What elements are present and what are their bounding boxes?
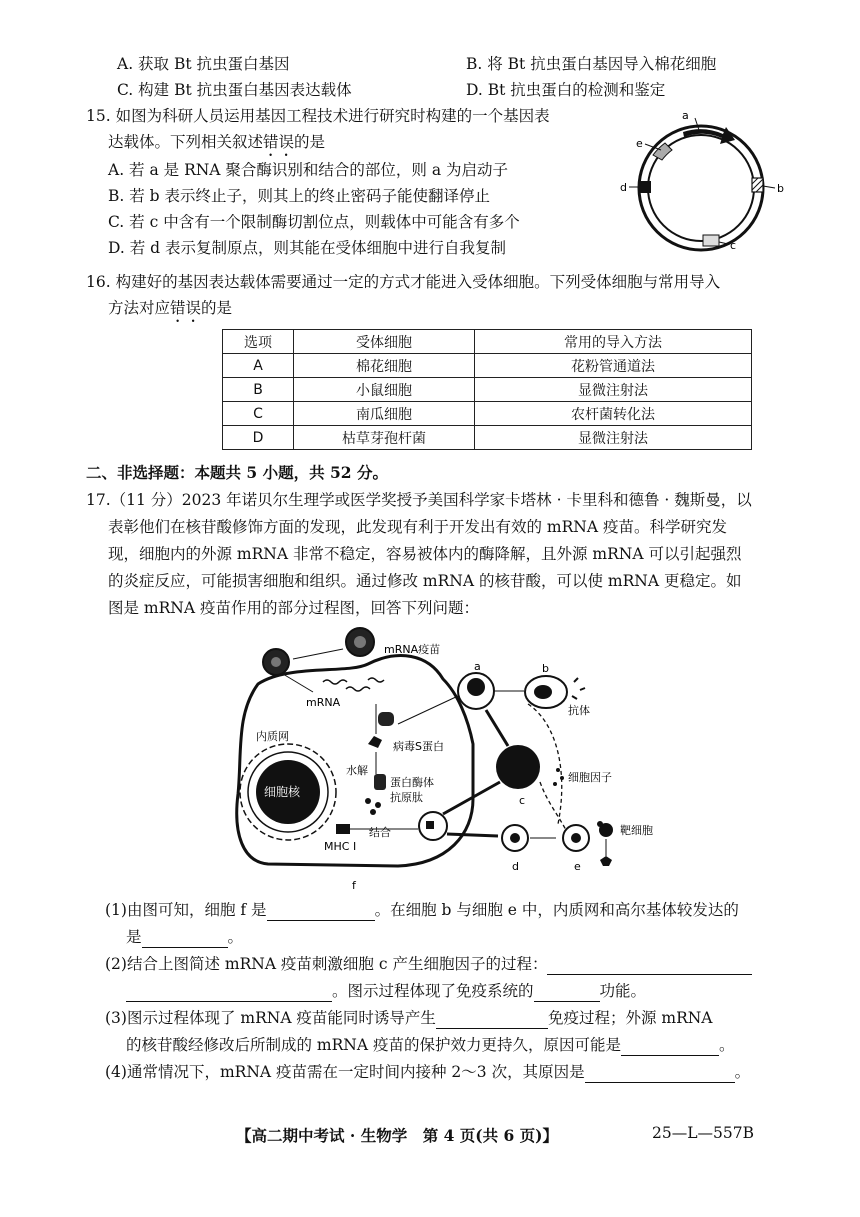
- answer-blank[interactable]: [547, 956, 752, 975]
- q17-stem-line: 表彰他们在核苷酸修饰方面的发现，此发现有利于开发出有效的 mRNA 疫苗。科学研究发: [108, 518, 727, 536]
- table-header-row: [223, 330, 752, 354]
- table-row: [223, 426, 752, 450]
- segment-c: [703, 235, 719, 246]
- table-cell: B: [223, 378, 294, 402]
- label-antigen: 抗原肽: [390, 791, 423, 804]
- footer-code: 25—L—557B: [652, 1124, 754, 1142]
- q17-stem-line: 现，细胞内的外源 mRNA 非常不稳定，容易被体内的酶降解，且外源 mRNA 可以引起强烈: [108, 545, 742, 563]
- table-cell: 显微注射法: [475, 426, 752, 450]
- label-a: a: [682, 109, 689, 122]
- answer-blank[interactable]: [126, 983, 332, 1002]
- table-cell: D: [223, 426, 294, 450]
- q17-stem-line: 的炎症反应，可能损害细胞和组织。通过修改 mRNA 的核苷酸，可以使 mRNA 更稳定。如: [108, 572, 742, 590]
- label-target: 靶细胞: [620, 824, 653, 837]
- label-cell-c: c: [519, 794, 526, 807]
- emphasis-wrong: 错误: [170, 299, 202, 317]
- mrna-strands: [323, 678, 384, 691]
- q15-stem-line2: 达载体。下列相关叙述错误的是: [108, 133, 326, 151]
- label-d: d: [620, 181, 627, 194]
- q16-stem-line2: 方法对应错误的是: [108, 299, 233, 317]
- q17-sub2-line1: (2)结合上图简述 mRNA 疫苗刺激细胞 c 产生细胞因子的过程：: [105, 953, 752, 975]
- table-cell: C: [223, 402, 294, 426]
- q17-sub2-line2: 。图示过程体现了免疫系统的 功能。: [126, 980, 646, 1002]
- q15-option-d: D. 若 d 表示复制原点，则其能在受体细胞中进行自我复制: [108, 239, 507, 257]
- spike-protein: [368, 736, 382, 748]
- label-antibody: 抗体: [568, 704, 590, 717]
- table-cell: A: [223, 354, 294, 378]
- segment-d: [639, 181, 651, 193]
- q17-stem-line: 图是 mRNA 疫苗作用的部分过程图，回答下列问题：: [108, 599, 479, 617]
- label-b: b: [777, 182, 784, 195]
- answer-blank[interactable]: [621, 1037, 719, 1056]
- q14-option-c: C. 构建 Bt 抗虫蛋白基因表达载体: [117, 81, 352, 99]
- q15-stem-line1: 15. 如图为科研人员运用基因工程技术进行研究时构建的一个基因表: [86, 107, 550, 125]
- table-cell: 显微注射法: [475, 378, 752, 402]
- q14-option-a: A. 获取 Bt 抗虫蛋白基因: [117, 55, 290, 73]
- q17-sub3-line2: 的核苷酸经修改后所制成的 mRNA 疫苗的保护效力更持久，原因可能是 。: [126, 1036, 735, 1054]
- proteasome: [374, 774, 386, 790]
- table-cell: 枯草芽孢杆菌: [294, 426, 475, 450]
- label-spike: 病毒S蛋白: [393, 740, 444, 753]
- footer-title: 【高二期中考试 · 生物学 第 4 页(共 6 页)】: [236, 1126, 559, 1145]
- q17-stem-line: 17.（11 分）2023 年诺贝尔生理学或医学奖授予美国科学家卡塔林 · 卡里科和德鲁 · 魏斯曼，以: [86, 491, 752, 509]
- label-er: 内质网: [256, 730, 289, 743]
- q14-option-b: B. 将 Bt 抗虫蛋白基因导入棉花细胞: [466, 55, 717, 73]
- label-vaccine: mRNA疫苗: [384, 643, 441, 656]
- label-cell-a: a: [474, 660, 481, 673]
- label-cell-b: b: [542, 662, 549, 675]
- table-header: 选项: [223, 330, 294, 354]
- answer-blank[interactable]: [436, 1010, 548, 1029]
- plasmid-diagram: [615, 108, 795, 256]
- table-header: 受体细胞: [294, 330, 475, 354]
- table-cell: 棉花细胞: [294, 354, 475, 378]
- table-cell: 南瓜细胞: [294, 402, 475, 426]
- q17-sub3-line1: (3)图示过程体现了 mRNA 疫苗能同时诱导产生 免疫过程；外源 mRNA: [105, 1009, 713, 1027]
- label-cell-e: e: [574, 860, 581, 873]
- answer-blank[interactable]: [534, 983, 600, 1002]
- mrna-vaccine-diagram: [228, 624, 728, 894]
- table-cell: 小鼠细胞: [294, 378, 475, 402]
- label-c: c: [730, 239, 737, 252]
- table-row: [223, 354, 752, 378]
- answer-blank[interactable]: [267, 902, 375, 921]
- q17-sub1-line1: (1)由图可知，细胞 f 是 。在细胞 b 与细胞 e 中，内质网和高尔基体较发达的: [105, 901, 739, 919]
- table-header: 常用的导入方法: [475, 330, 752, 354]
- q15-option-b: B. 若 b 表示终止子，则其上的终止密码子能使翻译停止: [108, 187, 491, 205]
- q17-sub4-line1: (4)通常情况下，mRNA 疫苗需在一定时间内接种 2～3 次，其原因是 。: [105, 1063, 751, 1081]
- q17-sub1-line2: 是 。: [126, 928, 244, 946]
- q15-option-c: C. 若 c 中含有一个限制酶切割位点，则载体中可能含有多个: [108, 213, 520, 231]
- answer-blank[interactable]: [142, 929, 228, 948]
- mhc-complex: [336, 824, 350, 834]
- table-row: [223, 378, 752, 402]
- mrna-vaccine-particle-entering: [263, 649, 289, 675]
- q15-option-a: A. 若 a 是 RNA 聚合酶识别和结合的部位，则 a 为启动子: [108, 161, 509, 179]
- label-cell-d: d: [512, 860, 519, 873]
- table-row: [223, 402, 752, 426]
- q16-table: [222, 329, 752, 450]
- label-mhc: MHC Ⅰ: [324, 840, 357, 853]
- label-cytokine: 细胞因子: [568, 771, 612, 784]
- cell-c: [496, 745, 540, 789]
- q14-option-d: D. Bt 抗虫蛋白的检测和鉴定: [466, 81, 666, 99]
- section-title: 二、非选择题：本题共 5 小题，共 52 分。: [86, 463, 388, 482]
- label-mrna: mRNA: [306, 696, 341, 709]
- label-e: e: [636, 137, 643, 150]
- label-hydrolysis: 水解: [346, 764, 368, 777]
- ribosome: [378, 712, 394, 726]
- label-cell-f: f: [352, 879, 356, 892]
- table-cell: 花粉管通道法: [475, 354, 752, 378]
- label-bind: 结合: [369, 826, 391, 839]
- answer-blank[interactable]: [585, 1064, 735, 1083]
- q16-stem-line1: 16. 构建好的基因表达载体需要通过一定的方式才能进入受体细胞。下列受体细胞与常用导入: [86, 273, 721, 291]
- label-proteasome: 蛋白酶体: [390, 776, 434, 789]
- mrna-vaccine-particle: [346, 628, 374, 656]
- table-cell: 农杆菌转化法: [475, 402, 752, 426]
- label-nucleus: 细胞核: [264, 785, 301, 799]
- emphasis-wrong: 错误: [263, 133, 295, 151]
